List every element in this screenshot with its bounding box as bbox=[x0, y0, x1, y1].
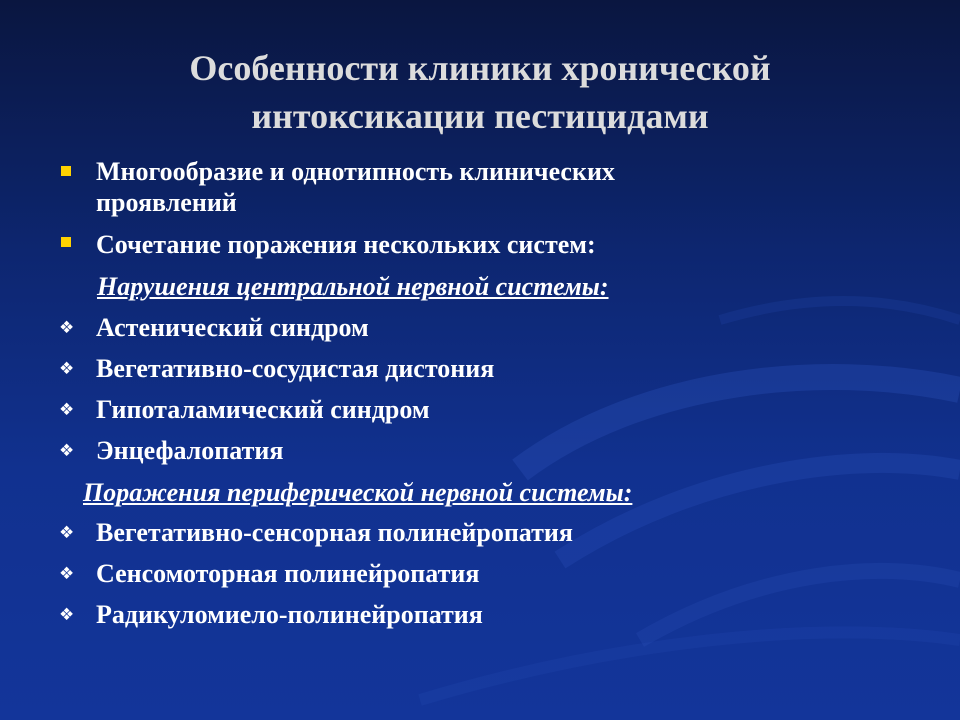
bullet-item-1-line-2: проявлений bbox=[96, 188, 237, 217]
diamond-bullet-icon: ❖ bbox=[59, 359, 75, 379]
diamond-bullet-icon: ❖ bbox=[59, 564, 75, 584]
cns-item-2: Вегетативно-сосудистая дистония bbox=[96, 354, 495, 383]
bullet-item-2: Сочетание поражения нескольких систем: bbox=[96, 230, 596, 259]
pns-item-3: Радикуломиело-полинейропатия bbox=[96, 600, 483, 629]
cns-item-1: Астенический синдром bbox=[96, 313, 369, 342]
diamond-bullet-icon: ❖ bbox=[59, 400, 75, 420]
pns-item-2: Сенсомоторная полинейропатия bbox=[96, 559, 480, 588]
diamond-bullet-icon: ❖ bbox=[59, 318, 75, 338]
slide-title bbox=[60, 44, 900, 140]
cns-heading: Нарушения центральной нервной системы: bbox=[97, 272, 609, 301]
diamond-bullet-icon: ❖ bbox=[59, 523, 75, 543]
cns-item-4: Энцефалопатия bbox=[96, 436, 284, 465]
diamond-bullet-icon: ❖ bbox=[59, 605, 75, 625]
square-bullet-icon bbox=[61, 166, 71, 176]
bullet-item-1 bbox=[96, 156, 615, 218]
title-line-1: Особенности клиники хронической bbox=[189, 48, 771, 88]
pns-item-1: Вегетативно-сенсорная полинейропатия bbox=[96, 518, 573, 547]
square-bullet-icon bbox=[61, 237, 71, 247]
bullet-item-1-line-1: Многообразие и однотипность клинических bbox=[96, 157, 615, 186]
title-line-2: интоксикации пестицидами bbox=[251, 96, 709, 136]
cns-item-3: Гипоталамический синдром bbox=[96, 395, 430, 424]
diamond-bullet-icon: ❖ bbox=[59, 441, 75, 461]
pns-heading: Поражения периферической нервной системы: bbox=[83, 478, 633, 507]
